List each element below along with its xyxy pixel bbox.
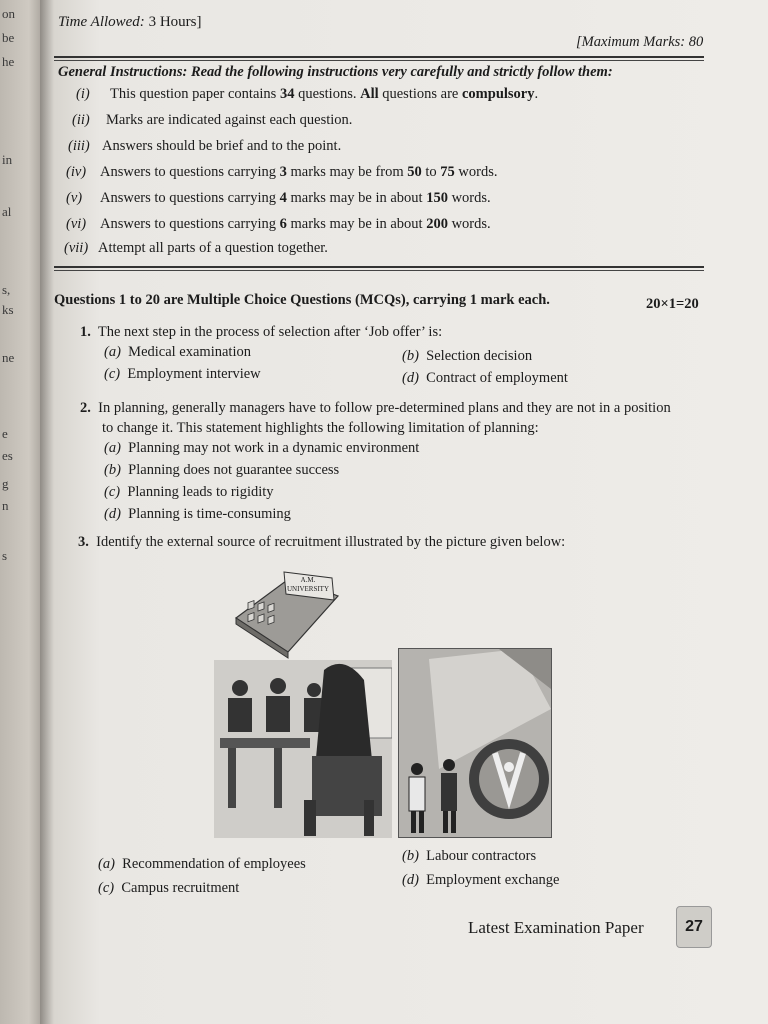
- margin-fragment: he: [2, 54, 15, 69]
- university-building-illustration: [228, 560, 346, 660]
- margin-fragment: g: [2, 476, 9, 491]
- time-allowed: Time Allowed: 3 Hours]: [58, 14, 202, 30]
- q3-option-a: (a) Recommendation of employees: [98, 856, 306, 872]
- q3-option-d: (d) Employment exchange: [402, 872, 560, 888]
- university-sign-line2: UNIVERSITY: [287, 585, 329, 593]
- maximum-marks: [Maximum Marks: 80: [576, 34, 704, 50]
- q1-option-a: (a) Medical examination: [104, 344, 251, 360]
- q2-option-b: (b) Planning does not guarantee success: [104, 462, 340, 478]
- margin-fragment: n: [2, 498, 9, 513]
- instruction-item: (ii) Marks are indicated against each question.: [72, 112, 353, 128]
- margin-fragment: be: [2, 30, 15, 45]
- q3-option-b: (b) Labour contractors: [402, 848, 537, 864]
- question-3: 3. Identify the external source of recruitment illustrated by the picture given below:: [78, 534, 566, 550]
- q1-option-c: (c) Employment interview: [104, 366, 261, 382]
- instruction-item: (v) Answers to questions carrying 4 marks may be in about 150 words.: [66, 190, 491, 206]
- instruction-item: (iii) Answers should be brief and to the point.: [68, 138, 342, 154]
- margin-fragment: on: [2, 6, 15, 21]
- question-2: 2. In planning, generally managers have to follow pre-determined plans and they are not in a position to change it. This statement highlights the following limitation of planning:: [80, 400, 671, 436]
- section-rule-thin: [54, 270, 704, 271]
- page-number: 27: [676, 906, 712, 948]
- margin-fragment: ne: [2, 350, 15, 365]
- instruction-item: (iv) Answers to questions carrying 3 marks may be from 50 to 75 words.: [66, 164, 498, 180]
- margin-fragment: e: [2, 426, 8, 441]
- q2-option-d: (d) Planning is time-consuming: [104, 506, 291, 522]
- exchange-illustration: [398, 648, 552, 838]
- q1-option-d: (d) Contract of employment: [402, 370, 568, 386]
- section-title: Questions 1 to 20 are Multiple Choice Questions (MCQs), carrying 1 mark each.: [54, 292, 550, 308]
- instruction-item: (vii) Attempt all parts of a question together.: [64, 240, 328, 256]
- q2-option-a: (a) Planning may not work in a dynamic environment: [104, 440, 420, 456]
- footer-title: Latest Examination Paper: [468, 918, 644, 937]
- instruction-item: (vi) Answers to questions carrying 6 marks may be in about 200 words.: [66, 216, 491, 232]
- section-rule: [54, 266, 704, 268]
- margin-fragment: ks: [2, 302, 14, 317]
- header-rule-thin: [54, 60, 704, 61]
- q1-option-b: (b) Selection decision: [402, 348, 533, 364]
- q2-option-c: (c) Planning leads to rigidity: [104, 484, 274, 500]
- margin-fragment: s,: [2, 282, 11, 297]
- margin-fragment: s: [2, 548, 8, 563]
- university-sign-line1: A.M.: [300, 576, 316, 584]
- interview-illustration: [214, 660, 392, 838]
- instruction-item: (i) This question paper contains 34 questions. All questions are compulsory.: [76, 86, 539, 102]
- q3-option-c: (c) Campus recruitment: [98, 880, 240, 896]
- section-marks: 20×1=20: [646, 296, 699, 312]
- header-rule: [54, 56, 704, 58]
- margin-fragment: al: [2, 204, 12, 219]
- question-1: 1. The next step in the process of selection after ‘Job offer’ is:: [80, 324, 443, 340]
- margin-fragment: in: [2, 152, 13, 167]
- instructions-heading: General Instructions: Read the following instructions very carefully and strictly follow them:: [58, 64, 613, 80]
- margin-fragment: es: [2, 448, 13, 463]
